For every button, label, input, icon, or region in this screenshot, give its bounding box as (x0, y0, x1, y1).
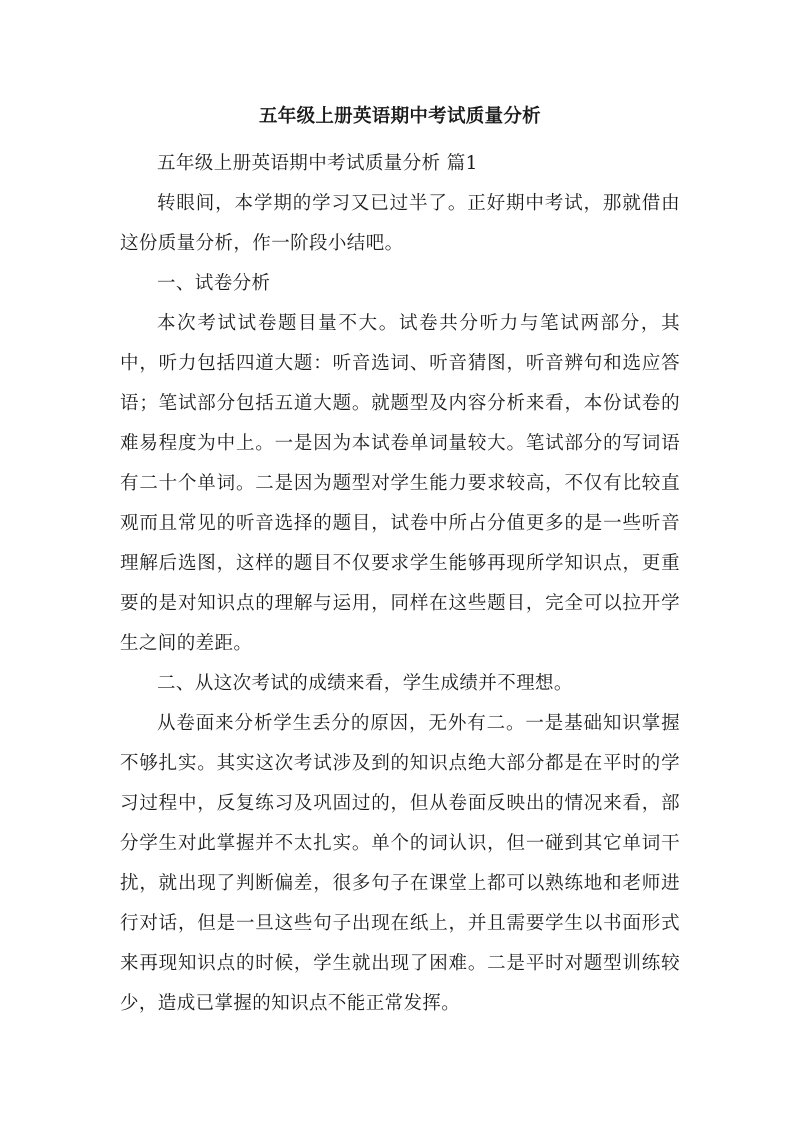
results-paragraph: 从卷面来分析学生丢分的原因，无外有二。一是基础知识掌握不够扎实。其实这次考试涉及到的知识点绝大部分都是在平时的学习过程中，反复练习及巩固过的，但从卷面反映出的情况来看，部分学生对此掌握并不太扎实。单个的词认识，但一碰到其它单词干扰，就出现了判断偏差，很多句子在课堂上都可以熟练地和老师进行对话，但是一旦这些句子出现在纸上，并且需要学生以书面形式来再现知识点的时候，学生就出现了困难。二是平时对题型训练较少，造成已掌握的知识点不能正常发挥。 (120, 713, 680, 1014)
intro-paragraph: 转眼间，本学期的学习又已过半了。正好期中考试，那就借由这份质量分析，作一阶段小结吧。 (120, 193, 680, 254)
section-heading: 五年级上册英语期中考试质量分析 篇1 (157, 153, 478, 174)
paper-analysis-paragraph: 本次考试试卷题目量不大。试卷共分听力与笔试两部分，其中，听力包括四道大题：听音选词、听音猜图，听音辨句和选应答语；笔试部分包括五道大题。就题型及内容分析来看，本份试卷的难易程度为中上。一是因为本试卷单词量较大。笔试部分的写词语有二十个单词。二是因为题型对学生能力要求较高，不仅有比较直观而且常见的听音选择的题目，试卷中所占分值更多的是一些听音理解后选图，这样的题目不仅要求学生能够再现所学知识点，更重要的是对知识点的理解与运用，同样在这些题目，完全可以拉开学生之间的差距。 (120, 313, 680, 654)
heading-results: 二、从这次考试的成绩来看，学生成绩并不理想。 (157, 673, 573, 694)
heading-paper-analysis: 一、试卷分析 (157, 273, 271, 294)
document-title: 五年级上册英语期中考试质量分析 (258, 106, 541, 127)
